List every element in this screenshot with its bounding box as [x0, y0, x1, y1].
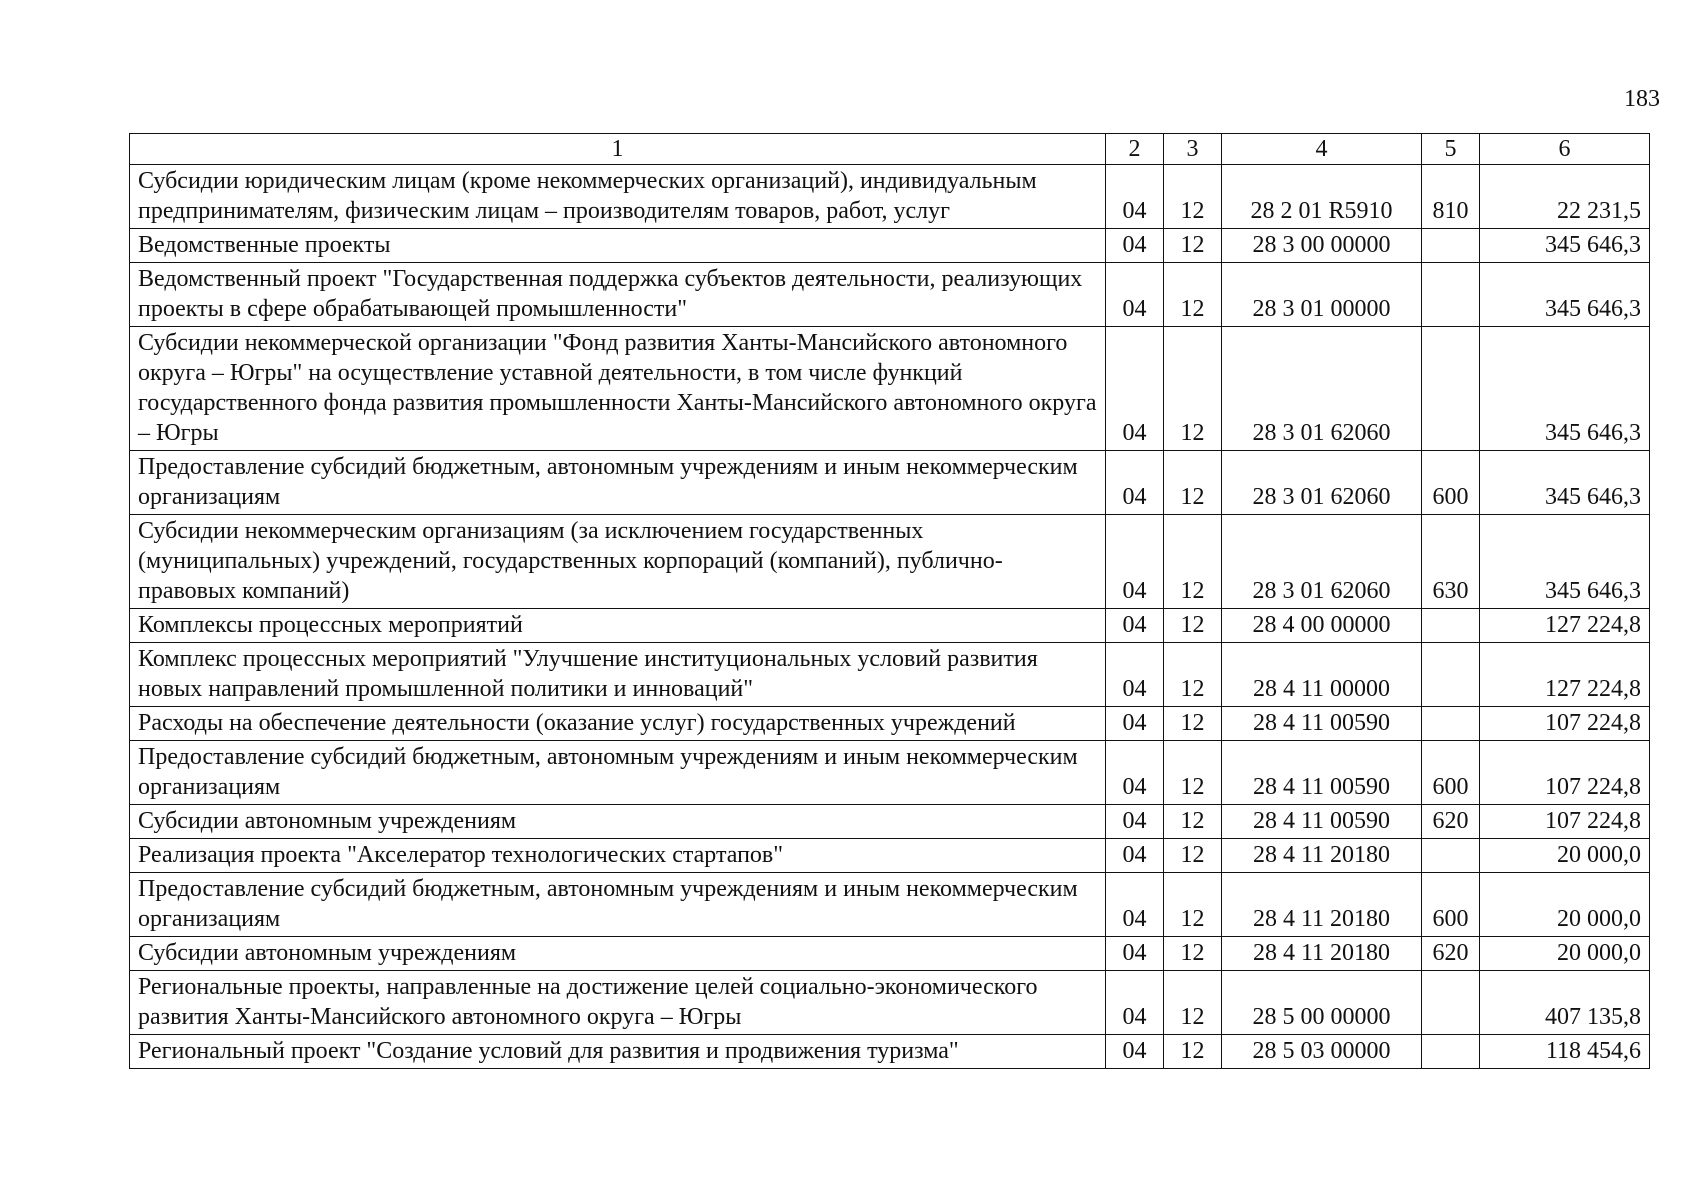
section-code-cell: 04 — [1106, 643, 1164, 707]
table-row — [130, 839, 1650, 873]
table-row — [130, 263, 1650, 327]
section-code-cell: 04 — [1106, 873, 1164, 937]
row-name-cell: Региональные проекты, направленные на достижение целей социально-экономического развития Ханты-Мансийского автономного округа – Югры — [130, 971, 1106, 1035]
row-name-cell: Субсидии некоммерческим организациям (за исключением государственных (муниципальных) учреждений, государственных корпораций (компаний), публично-правовых компаний) — [130, 515, 1106, 609]
amount-cell: 127 224,8 — [1480, 609, 1650, 643]
table-body — [130, 165, 1650, 1069]
subsection-code-cell: 12 — [1164, 515, 1222, 609]
row-name-cell: Расходы на обеспечение деятельности (оказание услуг) государственных учреждений — [130, 707, 1106, 741]
section-code-cell: 04 — [1106, 707, 1164, 741]
amount-cell: 118 454,6 — [1480, 1035, 1650, 1069]
table-row — [130, 609, 1650, 643]
expense-type-cell: 620 — [1422, 937, 1480, 971]
subsection-code-cell: 12 — [1164, 805, 1222, 839]
subsection-code-cell: 12 — [1164, 165, 1222, 229]
table-row — [130, 937, 1650, 971]
column-header: 3 — [1164, 134, 1222, 165]
row-name-cell: Комплекс процессных мероприятий "Улучшение институциональных условий развития новых направлений промышленной политики и инноваций" — [130, 643, 1106, 707]
table-row — [130, 451, 1650, 515]
expense-type-cell — [1422, 707, 1480, 741]
subsection-code-cell: 12 — [1164, 609, 1222, 643]
subsection-code-cell: 12 — [1164, 327, 1222, 451]
target-article-cell: 28 2 01 R5910 — [1222, 165, 1422, 229]
table-row — [130, 741, 1650, 805]
column-header: 5 — [1422, 134, 1480, 165]
table-row — [130, 515, 1650, 609]
expense-type-cell — [1422, 609, 1480, 643]
target-article-cell: 28 3 01 62060 — [1222, 327, 1422, 451]
row-name-cell: Субсидии некоммерческой организации "Фонд развития Ханты-Мансийского автономного округа – Югры" на осуществление уставной деятельности, в том числе функций государственного фонда развития промышленности Ханты-Мансийского автономного округа – Югры — [130, 327, 1106, 451]
expense-type-cell: 600 — [1422, 451, 1480, 515]
row-name-cell: Субсидии автономным учреждениям — [130, 805, 1106, 839]
target-article-cell: 28 4 11 00590 — [1222, 741, 1422, 805]
row-name-cell: Субсидии юридическим лицам (кроме некоммерческих организаций), индивидуальным предпринимателям, физическим лицам – производителям товаров, работ, услуг — [130, 165, 1106, 229]
subsection-code-cell: 12 — [1164, 741, 1222, 805]
expense-type-cell — [1422, 839, 1480, 873]
row-name-cell: Предоставление субсидий бюджетным, автономным учреждениям и иным некоммерческим организациям — [130, 873, 1106, 937]
amount-cell: 20 000,0 — [1480, 873, 1650, 937]
subsection-code-cell: 12 — [1164, 263, 1222, 327]
target-article-cell: 28 4 11 20180 — [1222, 873, 1422, 937]
table-row — [130, 165, 1650, 229]
amount-cell: 20 000,0 — [1480, 937, 1650, 971]
section-code-cell: 04 — [1106, 1035, 1164, 1069]
section-code-cell: 04 — [1106, 805, 1164, 839]
subsection-code-cell: 12 — [1164, 1035, 1222, 1069]
page-number: 183 — [1624, 86, 1660, 112]
expense-type-cell: 600 — [1422, 873, 1480, 937]
subsection-code-cell: 12 — [1164, 937, 1222, 971]
subsection-code-cell: 12 — [1164, 873, 1222, 937]
section-code-cell: 04 — [1106, 263, 1164, 327]
table-row — [130, 229, 1650, 263]
table-row — [130, 707, 1650, 741]
section-code-cell: 04 — [1106, 327, 1164, 451]
column-number-row — [130, 134, 1650, 165]
section-code-cell: 04 — [1106, 971, 1164, 1035]
subsection-code-cell: 12 — [1164, 451, 1222, 515]
target-article-cell: 28 4 11 00590 — [1222, 805, 1422, 839]
target-article-cell: 28 3 00 00000 — [1222, 229, 1422, 263]
subsection-code-cell: 12 — [1164, 839, 1222, 873]
expense-type-cell — [1422, 263, 1480, 327]
section-code-cell: 04 — [1106, 741, 1164, 805]
amount-cell: 345 646,3 — [1480, 229, 1650, 263]
expense-type-cell — [1422, 1035, 1480, 1069]
table-row — [130, 873, 1650, 937]
amount-cell: 107 224,8 — [1480, 707, 1650, 741]
amount-cell: 345 646,3 — [1480, 327, 1650, 451]
section-code-cell: 04 — [1106, 839, 1164, 873]
section-code-cell: 04 — [1106, 937, 1164, 971]
target-article-cell: 28 4 11 00590 — [1222, 707, 1422, 741]
column-header: 6 — [1480, 134, 1650, 165]
table-row — [130, 971, 1650, 1035]
row-name-cell: Субсидии автономным учреждениям — [130, 937, 1106, 971]
target-article-cell: 28 3 01 62060 — [1222, 515, 1422, 609]
table-row — [130, 643, 1650, 707]
subsection-code-cell: 12 — [1164, 971, 1222, 1035]
row-name-cell: Ведомственные проекты — [130, 229, 1106, 263]
row-name-cell: Комплексы процессных мероприятий — [130, 609, 1106, 643]
expense-type-cell — [1422, 643, 1480, 707]
expense-type-cell: 810 — [1422, 165, 1480, 229]
section-code-cell: 04 — [1106, 515, 1164, 609]
amount-cell: 107 224,8 — [1480, 805, 1650, 839]
expense-type-cell: 600 — [1422, 741, 1480, 805]
expense-type-cell: 630 — [1422, 515, 1480, 609]
table-row — [130, 805, 1650, 839]
table-row — [130, 1035, 1650, 1069]
row-name-cell: Региональный проект "Создание условий для развития и продвижения туризма" — [130, 1035, 1106, 1069]
amount-cell: 407 135,8 — [1480, 971, 1650, 1035]
amount-cell: 20 000,0 — [1480, 839, 1650, 873]
target-article-cell: 28 3 01 62060 — [1222, 451, 1422, 515]
subsection-code-cell: 12 — [1164, 707, 1222, 741]
row-name-cell: Реализация проекта "Акселератор технологических стартапов" — [130, 839, 1106, 873]
expense-type-cell: 620 — [1422, 805, 1480, 839]
target-article-cell: 28 5 00 00000 — [1222, 971, 1422, 1035]
target-article-cell: 28 4 11 00000 — [1222, 643, 1422, 707]
target-article-cell: 28 5 03 00000 — [1222, 1035, 1422, 1069]
budget-table — [129, 133, 1650, 1069]
target-article-cell: 28 4 00 00000 — [1222, 609, 1422, 643]
section-code-cell: 04 — [1106, 165, 1164, 229]
section-code-cell: 04 — [1106, 451, 1164, 515]
column-header: 2 — [1106, 134, 1164, 165]
row-name-cell: Ведомственный проект "Государственная поддержка субъектов деятельности, реализующих проекты в сфере обрабатывающей промышленности" — [130, 263, 1106, 327]
row-name-cell: Предоставление субсидий бюджетным, автономным учреждениям и иным некоммерческим организациям — [130, 451, 1106, 515]
subsection-code-cell: 12 — [1164, 229, 1222, 263]
subsection-code-cell: 12 — [1164, 643, 1222, 707]
expense-type-cell — [1422, 229, 1480, 263]
target-article-cell: 28 4 11 20180 — [1222, 937, 1422, 971]
column-header: 1 — [130, 134, 1106, 165]
amount-cell: 345 646,3 — [1480, 263, 1650, 327]
section-code-cell: 04 — [1106, 609, 1164, 643]
expense-type-cell — [1422, 327, 1480, 451]
target-article-cell: 28 4 11 20180 — [1222, 839, 1422, 873]
row-name-cell: Предоставление субсидий бюджетным, автономным учреждениям и иным некоммерческим организациям — [130, 741, 1106, 805]
amount-cell: 127 224,8 — [1480, 643, 1650, 707]
amount-cell: 345 646,3 — [1480, 451, 1650, 515]
expense-type-cell — [1422, 971, 1480, 1035]
target-article-cell: 28 3 01 00000 — [1222, 263, 1422, 327]
amount-cell: 107 224,8 — [1480, 741, 1650, 805]
section-code-cell: 04 — [1106, 229, 1164, 263]
amount-cell: 22 231,5 — [1480, 165, 1650, 229]
table-row — [130, 327, 1650, 451]
amount-cell: 345 646,3 — [1480, 515, 1650, 609]
column-header: 4 — [1222, 134, 1422, 165]
